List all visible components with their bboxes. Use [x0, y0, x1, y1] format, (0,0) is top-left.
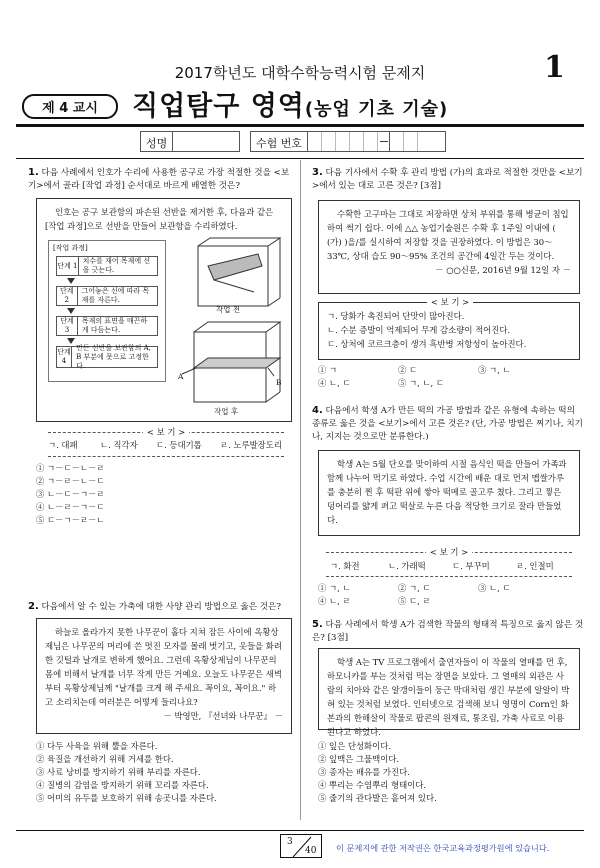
q4-bogi-rule-bottom — [326, 576, 572, 577]
q4-passage-box — [318, 450, 580, 536]
q1-bogi-rule-bottom — [48, 456, 284, 457]
question-2 — [28, 600, 290, 614]
option-2[interactable]: ② 육질을 개선하기 위해 거세를 한다. — [36, 754, 174, 764]
header-rule — [16, 124, 584, 127]
option-2[interactable]: ② ㄱ, ㄷ — [398, 583, 431, 593]
q3-options — [318, 364, 580, 390]
footer-page-box — [280, 834, 322, 858]
option-4[interactable]: ④ 질병의 감염을 방지하기 위해 꼬리를 자른다. — [36, 780, 209, 790]
page-number: 1 — [544, 50, 565, 85]
option-1[interactable]: ① ㄱ－ㄷ－ㄴ－ㄹ — [36, 463, 105, 473]
q4-bogi-title: < 보 기 > — [326, 546, 572, 558]
q1-fig-b: B — [276, 378, 282, 387]
q1-case-text: 인호는 공구 보관함의 파손된 선반을 제거한 후, 다음과 같은 [작업 과정]으로 선반을 만들어 보관함을 수리하였다. — [45, 207, 274, 231]
option-5[interactable]: ⑤ 어미의 유두를 보호하기 위해 송곳니를 자른다. — [36, 793, 217, 803]
question-5 — [312, 618, 584, 645]
footer-total: 40 — [305, 846, 317, 856]
name-label: 성명 — [141, 132, 173, 151]
option-3[interactable]: ③ ㄴ－ㄷ－ㄱ－ㄹ — [36, 489, 105, 499]
q1-process-title: [작업 과정] — [53, 244, 88, 252]
copyright-note: 이 문제지에 관한 저작권은 한국교육과정평가원에 있습니다. — [336, 843, 550, 853]
option-3[interactable]: ③ ㄱ, ㄴ — [478, 365, 511, 375]
question-number: 1. — [28, 167, 39, 178]
option-5[interactable]: ⑤ ㄱ, ㄴ, ㄷ — [398, 378, 444, 388]
footer-rule — [16, 830, 584, 831]
option-4[interactable]: ④ ㄴ, ㄹ — [318, 596, 351, 606]
q1-fig-a: A — [178, 372, 184, 381]
question-4 — [312, 404, 584, 444]
q1-step-3: 단계 3 목재의 표면을 매끈하게 다듬는다. — [56, 316, 158, 336]
q2-passage: 하늘로 올라가지 못한 나무꾼이 홀다 지쳐 잠든 사이에 옥황상제님은 나무꾼의 머리에 쓴 멋진 모자를 몰래 벗기고, 옷들을 화려한 깃털과 날개로 변하게 했어요. 그런데 옥황상제님이 나무꾼의 몸에 비해서 날개를 너무 작게 만든 거예요. 오늘도 나무꾼은 새벽부터 옥황상제님께 "날개를 크게 해 주세요. 꼭이요, 꼭이요." 하고 소리치는데 여러분은 어떻게 들리나요? — [45, 627, 282, 707]
q2-source: － 박영만, 『선녀와 나무꾼』 － — [163, 711, 283, 721]
option-2[interactable]: ② ㄷ — [398, 365, 418, 375]
question-stem: 다음 기사에서 수확 후 관리 방법 (가)의 효과로 적절한 것만을 <보기>에서 있는 대로 고른 것은? [3점] — [312, 168, 583, 191]
q5-options — [318, 740, 580, 805]
option-5[interactable]: ⑤ 줄기의 관다발은 흩어져 있다. — [318, 793, 437, 803]
q3-bogi-item: ㄱ. 당화가 촉진되어 단맛이 많아진다. — [327, 311, 465, 321]
slash-icon — [281, 835, 323, 859]
q3-bogi-box — [318, 297, 580, 360]
option-3[interactable]: ③ 종자는 배유를 가진다. — [318, 767, 410, 777]
q5-passage: 학생 A는 TV 프로그램에서 출연자들이 이 작물의 열매를 먼 후, 하모니카를 부는 것처럼 먹는 장면을 보았다. 그 열매의 외관은 사람의 치아와 같은 알갱이들이 둥근 막대처럼 생긴 부분에 알알이 박혀 있는 것처럼 보였다. 인터넷으로 검색해 보니 영명이 Corn인 화본과의 한해살이 작물로 팝콘의 원재료, 통조림, 가축 사료로 이용된다고 하였다. — [327, 657, 570, 737]
arrow-down-icon — [67, 278, 75, 284]
exam-title: 2017학년도 대학수학능력시험 문제지 — [174, 64, 426, 82]
subject-title — [132, 84, 448, 123]
q3-bogi-item: ㄴ. 수분 증발이 억제되어 무게 감소량이 적어진다. — [327, 325, 511, 335]
option-1[interactable]: ① ㄱ — [318, 365, 338, 375]
q3-article-box — [318, 200, 580, 294]
footer-page: 3 — [287, 837, 293, 847]
column-divider — [300, 160, 301, 820]
name-field[interactable] — [140, 131, 240, 152]
option-4[interactable]: ④ ㄴ－ㄹ－ㄱ－ㄷ — [36, 502, 105, 512]
option-1[interactable]: ① 잎은 단성화이다. — [318, 741, 391, 751]
question-stem: 다음 사례에서 학생 A가 검색한 작물의 형태적 특징으로 옳지 않은 것은? [3점] — [312, 620, 584, 643]
option-3[interactable]: ③ 사료 낭비를 방지하기 위해 부리를 자른다. — [36, 767, 201, 777]
q1-options — [36, 462, 236, 527]
option-2[interactable]: ② 잎맥은 그물맥이다. — [318, 754, 400, 764]
option-4[interactable]: ④ ㄴ, ㄷ — [318, 378, 351, 388]
question-1 — [28, 166, 290, 193]
session-badge: 제 4 교시 — [22, 94, 118, 119]
question-number: 3. — [312, 167, 323, 178]
q3-bogi-title: < 보 기 > — [319, 295, 581, 309]
q1-bogi: ㄱ. 대패 ㄴ. 직각자 ㄷ. 등대기톱 ㄹ. 노루발장도리 — [48, 440, 282, 450]
option-3[interactable]: ③ ㄴ, ㄷ — [478, 583, 511, 593]
q3-source: － ○○신문, 2016년 9월 12일 자 － — [435, 265, 571, 275]
question-number: 2. — [28, 601, 39, 612]
q1-step-4: 단계 4 만든 선반을 보관함의 A, B 부분에 못으로 고정한다. — [56, 346, 158, 368]
option-2[interactable]: ② ㄱ－ㄹ－ㄴ－ㄷ — [36, 476, 105, 486]
q2-passage-box — [36, 618, 292, 734]
question-stem: 다음에서 학생 A가 만든 떡의 가공 방법과 같은 유형에 속하는 떡의 종류로 옳은 것을 <보기>에서 고른 것은? (단, 가공 방법은 찌기나, 치기나, 지지는 것으로만 분류한다.) — [312, 406, 583, 442]
option-4[interactable]: ④ 뿌리는 수염뿌리 형태이다. — [318, 780, 427, 790]
q2-options — [36, 740, 296, 805]
q1-step-1: 단계 1 치수를 재어 목재에 선을 긋는다. — [56, 256, 158, 276]
q1-cabinet-figure — [170, 236, 288, 416]
exam-number-label: 수험 번호 — [251, 132, 308, 151]
q4-passage: 학생 A는 5월 단오를 맞이하여 시절 음식인 떡을 만들어 가족과 함께 나누어 먹기로 하였다. 수업 시간에 배운 대로 먼저 멥쌀가루를 충분히 찐 후 떡판 위에 쌓아 떡메로 골고루 쳤다. 그리고 찧은 덩어리를 얇게 펴고 떡살로 누른 다음 적당한 크기로 잘라 만들었다. — [327, 459, 567, 525]
question-number: 4. — [312, 405, 323, 416]
subject-main: 직업탐구 영역 — [132, 91, 305, 122]
subject-sub: (농업 기초 기술) — [304, 99, 449, 120]
q1-fig-after-label: 작업 후 — [214, 407, 239, 416]
q4-options — [318, 582, 580, 608]
q5-passage-box — [318, 648, 580, 737]
question-3 — [312, 166, 584, 193]
q3-bogi-item: ㄷ. 상처에 코르크층이 생겨 흑반병 저항성이 높아진다. — [327, 339, 527, 349]
option-5[interactable]: ⑤ ㄷ－ㄱ－ㄹ－ㄴ — [36, 515, 105, 525]
header-rule-thin — [16, 158, 584, 159]
q1-step-2: 단계 2 그어놓은 선에 따라 목재를 자른다. — [56, 286, 158, 306]
option-1[interactable]: ① 다두 사육을 위해 뿔을 자른다. — [36, 741, 158, 751]
q3-article: 수확한 고구마는 그대로 저장하면 상처 부위를 통해 병균이 침입하여 썩기 쉽다. 이에 △△ 농업기술원은 수확 후 1주일 이내에 ( (가) )을/를 실시하여 저장할 것을 권장하였다. 이 방법은 30～33℃, 상대 습도 90～95% 조건의 공간에 4일간 두는 것이다. — [327, 209, 569, 261]
q1-fig-before-label: 작업 전 — [216, 305, 241, 314]
question-stem: 다음에서 알 수 있는 가축에 대한 사양 관리 방법으로 옳은 것은? — [41, 602, 281, 612]
option-5[interactable]: ⑤ ㄷ, ㄹ — [398, 596, 431, 606]
question-stem: 다음 사례에서 인호가 수리에 사용한 공구로 가장 적절한 것을 <보기>에서 골라 [작업 과정] 순서대로 바르게 배열한 것은? — [28, 168, 290, 191]
arrow-down-icon — [67, 308, 75, 314]
question-number: 5. — [312, 619, 323, 630]
q1-bogi-title: < 보 기 > — [48, 426, 284, 438]
option-1[interactable]: ① ㄱ, ㄴ — [318, 583, 351, 593]
q4-bogi: ㄱ. 화전 ㄴ. 가래떡 ㄷ. 부꾸미 ㄹ. 인절미 — [330, 561, 554, 571]
exam-number-field[interactable] — [250, 131, 446, 152]
